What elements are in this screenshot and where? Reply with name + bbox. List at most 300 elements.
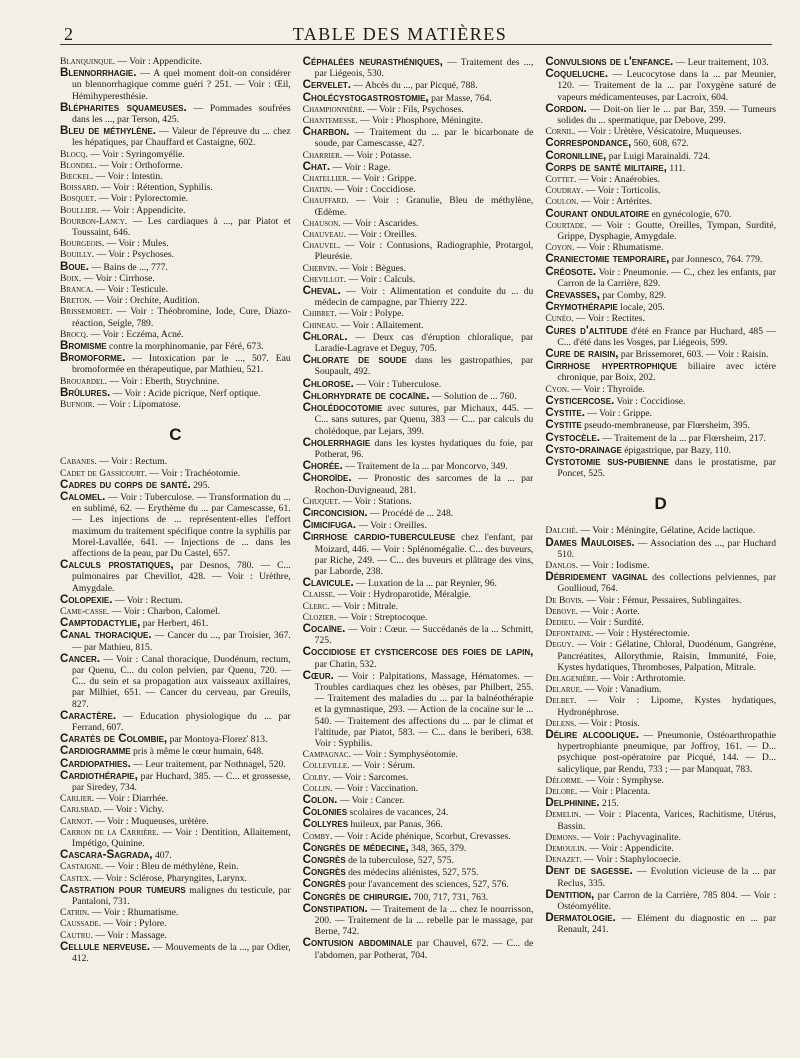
- index-entry: [60, 629, 291, 652]
- index-reference: pseudo-membraneuse, par Flœrsheim, 395.: [584, 420, 750, 432]
- index-term: Chibret.: [302, 308, 337, 320]
- index-reference: — Pronostic des sarcomes de la ... par Rochon-Duvigneaud, 281.: [314, 473, 534, 496]
- index-reference: — Voir : Fils, Psychoses.: [367, 103, 464, 115]
- index-reference: — Voir : Fémur, Pessaires, Sublingaites.: [586, 594, 742, 606]
- index-entry: [545, 103, 776, 126]
- index-entry: [303, 218, 534, 229]
- index-entry: [60, 804, 291, 815]
- index-entry: [60, 907, 291, 918]
- index-entry: [303, 749, 534, 760]
- index-reference: — Voir : Orthoforme.: [99, 159, 183, 171]
- index-term: Blanquinque.: [60, 56, 116, 67]
- index-reference: — Voir : Torticolis.: [585, 185, 661, 197]
- index-term: Chlorhydrate de cocaïne.: [302, 388, 430, 402]
- index-reference: — Voir : Iodisme.: [580, 559, 650, 571]
- index-reference: — Voir : Rectum.: [114, 594, 183, 606]
- index-term: Corps de santé militaire,: [545, 160, 667, 174]
- index-entry: [60, 827, 291, 849]
- index-term: Dalché.: [545, 525, 579, 537]
- header-rule: [60, 44, 772, 45]
- index-term: Clozier.: [302, 611, 337, 623]
- index-entry: [303, 354, 534, 377]
- index-term: Collin.: [302, 782, 333, 794]
- index-entry: [303, 646, 534, 669]
- index-reference: — Leur traitement, 103.: [675, 57, 769, 68]
- index-entry: [545, 617, 776, 628]
- index-entry: [545, 220, 776, 242]
- index-term: Calomel.: [60, 489, 106, 503]
- index-entry: [303, 161, 534, 173]
- index-reference: 348, 365, 379.: [411, 842, 467, 854]
- index-term: Coccidiose et cysticercose des foies de lapin,: [302, 645, 534, 659]
- index-entry: [303, 308, 534, 319]
- index-reference: de la tuberculose, 527, 575.: [348, 855, 454, 867]
- index-reference: — Cancer du ..., par Troisier, 367. — par Mathieu, 815.: [72, 630, 291, 653]
- index-entry: [60, 559, 291, 594]
- index-reference: locale, 205.: [620, 302, 665, 314]
- index-reference: — Voir : Rhumatisme.: [576, 242, 664, 254]
- index-term: Dent de sagesse.: [545, 864, 633, 878]
- index-reference: — Voir : Contusions, Radiographie, Protargol, Pleurésie.: [314, 240, 534, 263]
- index-term: Bleu de méthylène.: [60, 124, 156, 138]
- index-term: Cysticercose.: [545, 393, 615, 407]
- index-entry: [545, 673, 776, 684]
- index-term: Craniectomie temporaire,: [545, 252, 670, 266]
- index-reference: — Voir : Alimentation et conduite du ... du médecin de campagne, par Thierry 222.: [314, 286, 534, 309]
- index-term: Delore.: [545, 785, 578, 797]
- index-entry: [60, 793, 291, 804]
- index-entry: [303, 772, 534, 783]
- index-term: Coronilline,: [545, 148, 607, 162]
- index-entry: [60, 594, 291, 606]
- index-entry: [545, 729, 776, 775]
- index-entry: [303, 150, 534, 161]
- index-reference: — Voir : Vanadium.: [584, 684, 662, 696]
- index-reference: 215.: [602, 798, 619, 810]
- index-entry: [60, 918, 291, 929]
- index-term: Cabanes.: [60, 456, 97, 468]
- index-reference: épigastrique, par Bazy, 110.: [624, 444, 731, 456]
- index-reference: par Desnos, 780. — C... pulmonaires par Chevillot, 428. — Voir : Urèthre, Amygdale.: [72, 560, 291, 594]
- index-term: Boullier.: [60, 204, 99, 216]
- index-reference: — Voir : Cancer.: [339, 795, 405, 806]
- index-entry: [60, 770, 291, 793]
- index-reference: dans les kystes hydatiques du foie, par Potherat, 96.: [314, 437, 534, 460]
- index-term: Brissemoret.: [60, 306, 113, 318]
- index-entry: [60, 238, 291, 249]
- index-term: Cirrhose hypertrophique: [545, 359, 678, 373]
- index-reference: 407.: [154, 850, 172, 862]
- index-reference: — Voir : Oreilles.: [348, 229, 417, 241]
- index-term: Defontaine.: [545, 628, 594, 640]
- index-term: Cadres du corps de santé.: [60, 477, 191, 491]
- index-reference: — Voir : Granulie, Bleu de méthylène, Œdème.: [314, 195, 534, 218]
- index-term: Cottet.: [545, 174, 577, 186]
- index-entry: [60, 171, 291, 182]
- index-reference: — Voir : Ptosis.: [578, 717, 640, 729]
- index-reference: pour l'avancement des sciences, 527, 576.: [348, 879, 509, 891]
- index-reference: — Voir : Cirrhose.: [83, 272, 155, 284]
- index-term: Coulon.: [545, 196, 579, 208]
- index-reference: — Voir : Psychoses.: [96, 249, 175, 261]
- index-entry: [303, 56, 534, 79]
- index-reference: — Valeur de l'épreuve du ... chez les hépatiques, par Chauffard et Castaigne, 602.: [72, 126, 291, 149]
- index-reference: — Solution de ... 760.: [431, 390, 517, 402]
- index-reference: — Voir : Rectum.: [99, 456, 168, 468]
- index-reference: — Voir : Allaitement.: [340, 319, 424, 331]
- index-entry: [303, 437, 534, 460]
- index-entry: [303, 531, 534, 577]
- index-reference: contre la morphinomanie, par Féré, 673.: [109, 341, 264, 353]
- index-term: Chauson.: [302, 217, 341, 229]
- index-reference: — Voir : Lipome, Kystes hydatiques, Hydronéphrose.: [557, 695, 777, 718]
- index-reference: — Voir : Goutte, Oreilles, Tympan, Surdité, Grippe, Dysphagie, Amygdale.: [557, 219, 777, 243]
- index-reference: — Voir : Vaccination.: [334, 782, 419, 794]
- index-entry: [303, 589, 534, 600]
- index-term: Demoulin.: [545, 843, 587, 854]
- index-term: Clavicule.: [302, 576, 354, 590]
- index-reference: huileux, par Panas, 366.: [350, 819, 443, 831]
- index-entry: [303, 173, 534, 184]
- index-entry: [303, 601, 534, 612]
- index-reference: — Voir : Palpitations, Massage, Hématomes. — Troubles cardiaques chez les obèses, par Philbert, 255. — Traitement des maladies du ... par la balnéothérapie et la gymnastique, 293. — Action de la cocaïne sur le ... 540. — Traitement des affections du ... par le climat et l'altitude, par Piatot, 583. — C... dans le beriberi, 638. Voir : Syphilis.: [314, 670, 534, 749]
- index-term: Chervin.: [302, 262, 338, 274]
- index-entry: [545, 865, 776, 888]
- index-reference: — Voir : Acide picrique, Nerf optique.: [112, 387, 261, 399]
- index-term: Colon.: [302, 793, 338, 806]
- index-term: Castex.: [60, 872, 92, 884]
- index-entry: [545, 456, 776, 479]
- index-term: Collyres: [302, 817, 349, 831]
- index-entry: [545, 266, 776, 289]
- index-reference: — Voir : Pylore.: [103, 918, 167, 930]
- index-reference: avec sutures, par Michaux, 445. — C... sans sutures, par Quenu, 383 — C... par calculs du cholédoque, par Lejars, 399.: [314, 403, 534, 437]
- index-entry: [545, 537, 776, 560]
- index-reference: — Voir : Canal thoracique, Duodénum, rectum, par Quenu, C... du colon pelvien, par Quenu, 720. — C... du sein et sa propagation aux vaisseaux axillaires, par Milhiet, 651. — Cancer du cerveau, par Greuils, 827.: [72, 653, 291, 710]
- index-term: Cheval.: [302, 284, 341, 298]
- index-term: Circoncision.: [302, 505, 368, 519]
- index-entry: [303, 184, 534, 195]
- index-term: Colopexie.: [60, 592, 113, 606]
- index-reference: — Deux cas d'éruption chloralique, par Laradie-Lagrave et Deguy, 705.: [314, 331, 534, 355]
- index-term: Cunéo.: [545, 313, 574, 325]
- index-term: Congrès de médecine,: [302, 840, 409, 854]
- index-reference: — Voir : Gélatine, Chloral, Duodénum, Gangrène, Pancréatites, Allorythmie, Raisin, Immunité, Foie, Kystes hydatiques, Thromboses, Palpation, Mitrale.: [557, 639, 777, 673]
- index-entry: [545, 606, 776, 617]
- index-term: Cirrhose cardio-tuberculeuse: [302, 530, 456, 544]
- index-term: Dermatologie.: [545, 911, 616, 925]
- index-term: Chloral.: [302, 329, 348, 343]
- index-entry: [60, 160, 291, 171]
- index-term: Delbet.: [545, 695, 577, 707]
- index-term: Cocaïne.: [302, 621, 346, 635]
- index-reference: — Voir : Placenta, Varices, Rachitisme, Utérus, Bassin.: [557, 809, 777, 832]
- index-reference: par Montoya-Florez' 813.: [169, 734, 268, 746]
- index-term: Céphalées neurasthéniques,: [302, 56, 443, 68]
- index-entry: [545, 208, 776, 220]
- index-term: Cardiothérapie,: [60, 768, 138, 782]
- index-reference: — Voir : Grippe.: [351, 173, 417, 185]
- index-reference: — Voir : Rage.: [332, 161, 391, 173]
- index-entry: [545, 571, 776, 594]
- index-term: Chlorose.: [302, 376, 354, 390]
- index-reference: par Carron de la Carrière, 785 804. — Voir : Ostéomyélite.: [557, 889, 777, 913]
- index-term: Delagenière.: [545, 672, 599, 684]
- index-reference: — Voir : Aorte.: [580, 605, 640, 617]
- index-term: Cures d'altitude: [545, 323, 628, 337]
- index-entry: [303, 104, 534, 115]
- index-term: Dedieu.: [545, 616, 576, 628]
- index-term: Deguy.: [545, 639, 575, 651]
- index-reference: — Voir : Pylorectomie.: [98, 193, 189, 205]
- index-entry: [545, 174, 776, 185]
- index-term: Brocq.: [60, 328, 89, 340]
- index-entry: [545, 68, 776, 103]
- index-reference: pris à même le cœur humain, 648.: [133, 746, 264, 758]
- index-term: Chauveau.: [302, 229, 347, 241]
- index-reference: — Voir : Bègues.: [339, 262, 407, 274]
- index-reference: — Evolution vicieuse de la ... par Reclus, 335.: [557, 866, 776, 889]
- index-reference: — Voir : Arthrotomie.: [600, 672, 686, 684]
- index-reference: — Voir : Mules.: [106, 238, 169, 250]
- index-reference: — Bains de ..., 777.: [91, 261, 168, 273]
- index-reference: dans le prostatisme, par Poncet, 525.: [557, 456, 776, 480]
- index-entry: [303, 126, 534, 149]
- index-reference: — Voir : Appendicite.: [101, 204, 186, 216]
- index-entry: [303, 472, 534, 495]
- index-entry: [303, 402, 534, 437]
- index-term: Cyon.: [545, 383, 570, 395]
- index-term: Cardiogramme: [60, 744, 131, 758]
- index-entry: [303, 577, 534, 589]
- index-reference: — Voir : Testicule.: [95, 284, 169, 296]
- index-reference: 111.: [669, 162, 686, 174]
- index-term: Carlsbad.: [60, 804, 102, 816]
- index-entry: [303, 623, 534, 646]
- index-term: Débridement vaginal: [545, 570, 648, 584]
- index-term: Branca.: [60, 284, 94, 296]
- index-entry: [545, 325, 776, 348]
- index-term: Chatellier.: [302, 173, 350, 185]
- index-reference: par Huchard, 385. — C... et grossesse, par Siredey, 734.: [72, 770, 291, 793]
- running-header: [36, 14, 764, 48]
- index-term: Cysto-drainage: [545, 442, 622, 456]
- index-term: Brouardel.: [60, 375, 107, 387]
- index-term: Danlos.: [545, 559, 579, 571]
- index-reference: — Voir : Tuberculose. — Transformation du ... en sublimé, 62. — Erythème du ... par Camescasse, 61. — Les injections de ... représentent-elles l'effort maximum du traitement spécifique contre la syphilis par Morel-Lavallée, 641. — Injections de ... dans les affections de la peau, par Du Castel, 657.: [72, 491, 291, 559]
- index-term: Chat.: [302, 159, 331, 173]
- index-reference: — Association des ..., par Huchard 510.: [557, 537, 777, 560]
- index-term: Caussade.: [60, 918, 102, 930]
- index-term: Cornil.: [545, 126, 576, 138]
- index-reference: — Voir : Coccidiose.: [334, 184, 416, 196]
- index-reference: — Voir : Artérites.: [581, 196, 653, 208]
- index-term: Cordon.: [545, 101, 587, 115]
- index-reference: — Voir : Diarrhée.: [96, 793, 169, 805]
- index-term: Debove.: [545, 605, 579, 617]
- index-term: Charbon.: [302, 125, 350, 139]
- index-term: Delphinine.: [545, 796, 600, 810]
- index-reference: — Voir : Hydroparotide, Méralgie.: [337, 589, 472, 601]
- index-entry: [60, 205, 291, 216]
- index-reference: — Voir : Anaérobies.: [578, 174, 660, 186]
- index-term: Cancer.: [60, 651, 101, 665]
- index-reference: — Voir : Symphyse.: [585, 774, 664, 786]
- index-term: Boue.: [60, 259, 89, 273]
- index-reference: — Pneumonie, Ostéoarthropathie hypertrophiante pneumique, par Joffroy, 161. — D... psychique post-opératoire par Picqué, 144. — D... salicylique, par Rendu, 733 ; — par Manquat, 783.: [557, 729, 777, 775]
- index-term: Crevasses,: [545, 288, 600, 302]
- index-entry: [60, 273, 291, 284]
- index-entry: [545, 912, 776, 935]
- index-reference: — Voir : Tuberculose.: [356, 378, 442, 390]
- index-term: Convulsions de l'enfance.: [545, 56, 674, 68]
- index-column-left: [60, 56, 291, 1052]
- index-entry: [60, 284, 291, 295]
- index-term: Blennorrhagie.: [60, 66, 137, 80]
- index-entry: [303, 760, 534, 771]
- index-term: Cervelet.: [302, 78, 352, 92]
- index-entry: [60, 149, 291, 160]
- index-term: Cystocèle.: [545, 430, 600, 444]
- index-entry: [60, 193, 291, 204]
- index-term: Castaigne.: [60, 861, 104, 873]
- index-term: Cœur.: [302, 668, 334, 682]
- index-entry: [60, 352, 291, 375]
- index-reference: — Voir : Lipomatose.: [97, 399, 181, 411]
- index-term: Carron de la Carrière.: [60, 826, 159, 838]
- index-term: Bromoforme.: [60, 351, 126, 365]
- index-reference: — Voir : Eczéma, Acné.: [90, 328, 184, 340]
- index-term: Canal thoracique.: [60, 628, 152, 642]
- index-entry: [60, 387, 291, 399]
- index-term: Cystotomie sus-pubienne: [545, 454, 669, 468]
- index-term: Caratés de Colombie,: [60, 732, 168, 746]
- index-term: Coyon.: [545, 242, 575, 254]
- index-reference: par Chauvel, 672. — C... de l'abdomen, par Potherat, 704.: [314, 938, 534, 961]
- index-term: Délorme.: [545, 774, 584, 786]
- index-term: Courtade.: [545, 219, 587, 231]
- index-term: Claisse.: [302, 589, 336, 601]
- index-term: Colleville.: [302, 760, 350, 772]
- index-reference: — Voir : Trachéotomie.: [149, 467, 241, 479]
- index-reference: des médecins aliénistes, 527, 575.: [348, 867, 479, 879]
- index-reference: — Voir : Massage.: [95, 929, 167, 941]
- index-term: Delarue.: [545, 684, 583, 696]
- index-term: Cadet de Gassicourt.: [60, 467, 147, 479]
- index-term: Chauvel.: [302, 240, 341, 252]
- index-reference: Voir : Coccidiose.: [616, 395, 686, 407]
- index-reference: — Voir : Bleu de méthylène, Rein.: [105, 861, 239, 873]
- index-reference: — Voir : Calculs.: [348, 273, 416, 285]
- index-reference: — Voir : Phosphore, Méningite.: [360, 115, 483, 127]
- index-term: Colby.: [302, 771, 331, 783]
- index-entry: [60, 456, 291, 467]
- index-reference: — Luxation de la ... par Reynier, 96.: [356, 578, 497, 590]
- index-reference: — Voir : Stations.: [342, 495, 412, 507]
- index-term: Choroïde.: [302, 471, 352, 485]
- index-entry: [303, 263, 534, 274]
- index-term: Bufnoir.: [60, 399, 95, 411]
- index-term: Coqueluche.: [545, 67, 609, 81]
- index-term: Blondel.: [60, 159, 97, 171]
- index-entry: [60, 249, 291, 260]
- index-term: Dentition,: [545, 887, 595, 901]
- index-column-right: [545, 56, 776, 1052]
- index-entry: [60, 849, 291, 861]
- index-reference: par Chatin, 532.: [314, 658, 377, 670]
- index-term: Congrès de chirurgie.: [302, 889, 412, 903]
- index-reference: — Voir : Polype.: [339, 308, 404, 320]
- index-term: Congrès: [302, 865, 346, 879]
- index-term: Cholédocotomie: [302, 401, 383, 415]
- index-term: Colonies: [302, 805, 348, 819]
- index-term: Championnière.: [302, 103, 365, 115]
- index-entry: [60, 941, 291, 964]
- index-reference: 700, 717, 731, 763.: [413, 891, 489, 903]
- index-entry: [303, 240, 534, 262]
- index-reference: — Voir : Muqueuses, urètère.: [95, 815, 209, 827]
- index-term: Blocq.: [60, 148, 88, 160]
- index-reference: dans les gastropathies, par Soupault, 492.: [314, 355, 534, 378]
- index-reference: — Voir : Surdité.: [578, 616, 644, 628]
- index-term: Cimicifuga.: [302, 518, 357, 532]
- index-reference: — Elément du diagnostic en ... par Renault, 241.: [557, 913, 777, 936]
- index-term: Blépharites squameuses.: [60, 100, 187, 114]
- index-reference: — Voir : Syringomyélie.: [90, 148, 185, 160]
- index-reference: — Voir : Symphyséotomie.: [353, 749, 458, 761]
- index-reference: d'été en France par Huchard, 485 — C... d'été dans les Vosges, par Liégeois, 599.: [557, 325, 777, 348]
- index-term: Bromisme: [60, 339, 107, 353]
- index-entry: [303, 285, 534, 308]
- index-reference: 560, 608, 672.: [633, 138, 689, 150]
- index-term: Cure de raisin,: [545, 347, 619, 361]
- index-reference: — Voir : Appendicite.: [589, 843, 674, 854]
- index-reference: par Masse, 764.: [431, 92, 492, 104]
- index-reference: scolaires de vacances, 24.: [349, 807, 449, 819]
- index-entry: [60, 491, 291, 559]
- index-reference: — Voir : Ascarides.: [343, 217, 419, 229]
- index-reference: — Voir : Pachyvaginalite.: [581, 831, 681, 843]
- index-reference: — Education physiologique du ... par Ferrand, 607.: [72, 710, 291, 733]
- index-term: Bourgeois.: [60, 238, 105, 250]
- index-reference: — Voir : Théobromine, Iode, Cure, Diazo-réaction, Seigle, 789.: [72, 306, 291, 329]
- index-entry: [60, 67, 291, 102]
- index-reference: — Voir : Potasse.: [344, 149, 412, 161]
- index-term: Courant ondulatoire: [545, 206, 650, 220]
- index-term: Brûlures.: [60, 385, 111, 399]
- index-entry: [60, 261, 291, 273]
- index-entry: [303, 92, 534, 104]
- index-term: Cholerrhagie: [302, 435, 371, 449]
- index-entry: [545, 360, 776, 383]
- index-reference: — Intoxication par le ..., 507. Eau bromoformée en thérapeutique, par Mathieu, 521.: [72, 353, 291, 376]
- index-term: Constipation.: [302, 901, 368, 915]
- index-reference: — Voir : Sérum.: [351, 760, 416, 772]
- index-entry: [60, 816, 291, 827]
- index-term: Dames Mauloises.: [545, 535, 635, 549]
- index-term: Boissard.: [60, 182, 99, 194]
- index-reference: — Voir : Placenta.: [579, 785, 651, 797]
- index-term: Chauffard.: [302, 195, 349, 207]
- index-term: Chineau.: [302, 319, 339, 331]
- index-reference: — Voir : Mitrale.: [331, 600, 399, 612]
- index-entry: [60, 125, 291, 148]
- index-term: Caractère.: [60, 708, 117, 722]
- index-column-middle: [303, 56, 534, 1052]
- index-reference: — Voir : Intestin.: [95, 171, 163, 183]
- index-term: Crymothérapie: [545, 300, 618, 314]
- index-reference: — Voir : Méningite, Gélatine, Acide lactique.: [580, 525, 756, 537]
